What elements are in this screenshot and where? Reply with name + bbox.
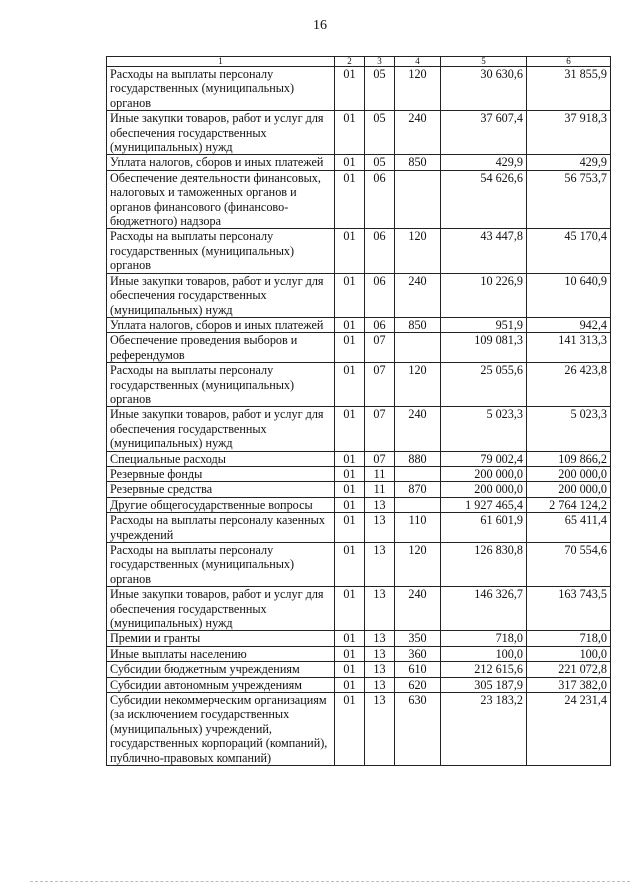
- section-code-cell: 01: [335, 111, 365, 155]
- subsection-code-cell: 07: [365, 363, 395, 407]
- subsection-code-cell: 07: [365, 451, 395, 466]
- subsection-code-cell: 13: [365, 631, 395, 646]
- expense-type-cell: 850: [395, 155, 441, 170]
- subsection-code-cell: 13: [365, 513, 395, 543]
- section-code-cell: 01: [335, 170, 365, 229]
- amount-year2-cell: 56 753,7: [527, 170, 611, 229]
- amount-year1-cell: 10 226,9: [441, 273, 527, 317]
- row-name-cell: Расходы на выплаты персоналу государственных (муниципальных) органов: [107, 229, 335, 273]
- subsection-code-cell: 05: [365, 67, 395, 111]
- section-code-cell: 01: [335, 587, 365, 631]
- subsection-code-cell: 07: [365, 333, 395, 363]
- amount-year1-cell: 5 023,3: [441, 407, 527, 451]
- table-header-row: [107, 57, 611, 67]
- amount-year2-cell: 163 743,5: [527, 587, 611, 631]
- table-row: [107, 451, 611, 466]
- expense-type-cell: [395, 170, 441, 229]
- subsection-code-cell: 06: [365, 229, 395, 273]
- table-row: [107, 513, 611, 543]
- subsection-code-cell: 13: [365, 693, 395, 766]
- row-name-cell: Субсидии бюджетным учреждениям: [107, 662, 335, 677]
- row-name-cell: Субсидии некоммерческим организациям (за исключением государственных (муниципальных) учреждений, государственных корпораций (компаний), публично-правовых компаний): [107, 693, 335, 766]
- row-name-cell: Специальные расходы: [107, 451, 335, 466]
- expense-type-cell: [395, 497, 441, 512]
- table-row: [107, 67, 611, 111]
- column-header: 3: [365, 57, 395, 67]
- expense-type-cell: 240: [395, 407, 441, 451]
- table-row: [107, 333, 611, 363]
- row-name-cell: Премии и гранты: [107, 631, 335, 646]
- amount-year2-cell: 37 918,3: [527, 111, 611, 155]
- amount-year1-cell: 429,9: [441, 155, 527, 170]
- amount-year2-cell: 429,9: [527, 155, 611, 170]
- row-name-cell: Расходы на выплаты персоналу государственных (муниципальных) органов: [107, 67, 335, 111]
- expense-type-cell: 110: [395, 513, 441, 543]
- section-code-cell: 01: [335, 543, 365, 587]
- subsection-code-cell: 06: [365, 273, 395, 317]
- section-code-cell: 01: [335, 155, 365, 170]
- amount-year2-cell: 10 640,9: [527, 273, 611, 317]
- expense-type-cell: 630: [395, 693, 441, 766]
- table-row: [107, 631, 611, 646]
- row-name-cell: Иные закупки товаров, работ и услуг для обеспечения государственных (муниципальных) нужд: [107, 111, 335, 155]
- row-name-cell: Резервные средства: [107, 482, 335, 497]
- expense-type-cell: 120: [395, 543, 441, 587]
- amount-year1-cell: 200 000,0: [441, 482, 527, 497]
- subsection-code-cell: 05: [365, 155, 395, 170]
- subsection-code-cell: 06: [365, 317, 395, 332]
- expense-type-cell: 240: [395, 273, 441, 317]
- section-code-cell: 01: [335, 229, 365, 273]
- row-name-cell: Другие общегосударственные вопросы: [107, 497, 335, 512]
- row-name-cell: Расходы на выплаты персоналу казенных учреждений: [107, 513, 335, 543]
- table-row: [107, 363, 611, 407]
- expense-type-cell: 610: [395, 662, 441, 677]
- row-name-cell: Уплата налогов, сборов и иных платежей: [107, 155, 335, 170]
- table-row: [107, 317, 611, 332]
- table-row: [107, 273, 611, 317]
- expense-type-cell: [395, 333, 441, 363]
- expense-type-cell: 360: [395, 646, 441, 661]
- amount-year1-cell: 23 183,2: [441, 693, 527, 766]
- amount-year1-cell: 30 630,6: [441, 67, 527, 111]
- column-header: 1: [107, 57, 335, 67]
- subsection-code-cell: 11: [365, 482, 395, 497]
- amount-year2-cell: 718,0: [527, 631, 611, 646]
- table-row: [107, 466, 611, 481]
- section-code-cell: 01: [335, 646, 365, 661]
- section-code-cell: 01: [335, 317, 365, 332]
- row-name-cell: Иные закупки товаров, работ и услуг для обеспечения государственных (муниципальных) нужд: [107, 587, 335, 631]
- amount-year1-cell: 718,0: [441, 631, 527, 646]
- row-name-cell: Иные выплаты населению: [107, 646, 335, 661]
- table-row: [107, 662, 611, 677]
- column-header: 2: [335, 57, 365, 67]
- amount-year2-cell: 221 072,8: [527, 662, 611, 677]
- scan-edge-line: [30, 881, 630, 883]
- section-code-cell: 01: [335, 631, 365, 646]
- subsection-code-cell: 05: [365, 111, 395, 155]
- page-number: 16: [313, 18, 327, 33]
- subsection-code-cell: 07: [365, 407, 395, 451]
- subsection-code-cell: 13: [365, 587, 395, 631]
- section-code-cell: 01: [335, 407, 365, 451]
- amount-year1-cell: 100,0: [441, 646, 527, 661]
- section-code-cell: 01: [335, 677, 365, 692]
- amount-year2-cell: 200 000,0: [527, 482, 611, 497]
- row-name-cell: Иные закупки товаров, работ и услуг для обеспечения государственных (муниципальных) нужд: [107, 273, 335, 317]
- section-code-cell: 01: [335, 333, 365, 363]
- section-code-cell: 01: [335, 513, 365, 543]
- subsection-code-cell: 06: [365, 170, 395, 229]
- amount-year2-cell: 200 000,0: [527, 466, 611, 481]
- row-name-cell: Расходы на выплаты персоналу государственных (муниципальных) органов: [107, 543, 335, 587]
- expense-type-cell: 870: [395, 482, 441, 497]
- amount-year1-cell: 43 447,8: [441, 229, 527, 273]
- amount-year2-cell: 141 313,3: [527, 333, 611, 363]
- amount-year1-cell: 126 830,8: [441, 543, 527, 587]
- section-code-cell: 01: [335, 693, 365, 766]
- row-name-cell: Расходы на выплаты персоналу государственных (муниципальных) органов: [107, 363, 335, 407]
- section-code-cell: 01: [335, 662, 365, 677]
- section-code-cell: 01: [335, 363, 365, 407]
- amount-year2-cell: 2 764 124,2: [527, 497, 611, 512]
- expense-type-cell: 120: [395, 363, 441, 407]
- expense-type-cell: 240: [395, 587, 441, 631]
- section-code-cell: 01: [335, 482, 365, 497]
- column-header: 5: [441, 57, 527, 67]
- amount-year2-cell: 45 170,4: [527, 229, 611, 273]
- table-row: [107, 229, 611, 273]
- subsection-code-cell: 13: [365, 677, 395, 692]
- table-row: [107, 646, 611, 661]
- row-name-cell: Обеспечение проведения выборов и референдумов: [107, 333, 335, 363]
- table-row: [107, 407, 611, 451]
- amount-year2-cell: 109 866,2: [527, 451, 611, 466]
- expense-type-cell: 850: [395, 317, 441, 332]
- expense-type-cell: 350: [395, 631, 441, 646]
- budget-table: [106, 56, 611, 766]
- amount-year2-cell: 70 554,6: [527, 543, 611, 587]
- expense-type-cell: 620: [395, 677, 441, 692]
- amount-year2-cell: 65 411,4: [527, 513, 611, 543]
- amount-year1-cell: 25 055,6: [441, 363, 527, 407]
- amount-year1-cell: 79 002,4: [441, 451, 527, 466]
- table-row: [107, 497, 611, 512]
- subsection-code-cell: 13: [365, 662, 395, 677]
- amount-year2-cell: 942,4: [527, 317, 611, 332]
- row-name-cell: Резервные фонды: [107, 466, 335, 481]
- amount-year1-cell: 109 081,3: [441, 333, 527, 363]
- section-code-cell: 01: [335, 67, 365, 111]
- section-code-cell: 01: [335, 497, 365, 512]
- amount-year1-cell: 305 187,9: [441, 677, 527, 692]
- table-row: [107, 155, 611, 170]
- subsection-code-cell: 11: [365, 466, 395, 481]
- amount-year2-cell: 24 231,4: [527, 693, 611, 766]
- section-code-cell: 01: [335, 466, 365, 481]
- table-row: [107, 587, 611, 631]
- amount-year1-cell: 61 601,9: [441, 513, 527, 543]
- amount-year2-cell: 26 423,8: [527, 363, 611, 407]
- expense-type-cell: [395, 466, 441, 481]
- expense-type-cell: 880: [395, 451, 441, 466]
- table-row: [107, 170, 611, 229]
- amount-year1-cell: 54 626,6: [441, 170, 527, 229]
- subsection-code-cell: 13: [365, 543, 395, 587]
- column-header: 6: [527, 57, 611, 67]
- table-row: [107, 677, 611, 692]
- row-name-cell: Уплата налогов, сборов и иных платежей: [107, 317, 335, 332]
- amount-year2-cell: 31 855,9: [527, 67, 611, 111]
- amount-year2-cell: 317 382,0: [527, 677, 611, 692]
- subsection-code-cell: 13: [365, 497, 395, 512]
- expense-type-cell: 120: [395, 67, 441, 111]
- row-name-cell: Субсидии автономным учреждениям: [107, 677, 335, 692]
- table-row: [107, 111, 611, 155]
- amount-year1-cell: 212 615,6: [441, 662, 527, 677]
- section-code-cell: 01: [335, 451, 365, 466]
- table-row: [107, 482, 611, 497]
- subsection-code-cell: 13: [365, 646, 395, 661]
- amount-year1-cell: 200 000,0: [441, 466, 527, 481]
- section-code-cell: 01: [335, 273, 365, 317]
- amount-year2-cell: 100,0: [527, 646, 611, 661]
- row-name-cell: Иные закупки товаров, работ и услуг для обеспечения государственных (муниципальных) нужд: [107, 407, 335, 451]
- amount-year2-cell: 5 023,3: [527, 407, 611, 451]
- column-header: 4: [395, 57, 441, 67]
- row-name-cell: Обеспечение деятельности финансовых, налоговых и таможенных органов и органов финансового (финансово-бюджетного) надзора: [107, 170, 335, 229]
- expense-type-cell: 120: [395, 229, 441, 273]
- table-row: [107, 543, 611, 587]
- expense-type-cell: 240: [395, 111, 441, 155]
- amount-year1-cell: 1 927 465,4: [441, 497, 527, 512]
- amount-year1-cell: 951,9: [441, 317, 527, 332]
- amount-year1-cell: 37 607,4: [441, 111, 527, 155]
- table-row: [107, 693, 611, 766]
- amount-year1-cell: 146 326,7: [441, 587, 527, 631]
